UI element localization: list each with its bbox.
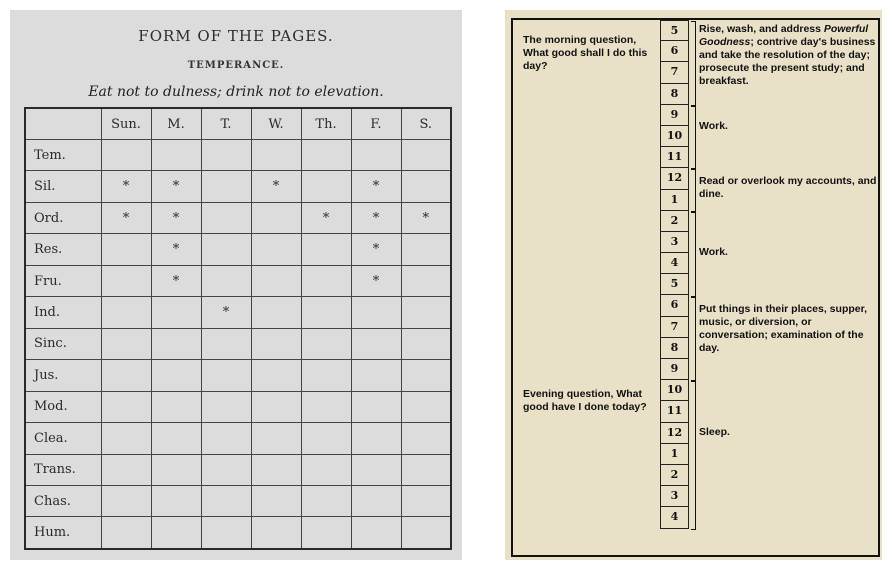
virtue-row: [25, 171, 451, 202]
hour-cell: 2: [660, 211, 689, 232]
fault-mark-cell: [401, 485, 451, 516]
fault-mark-cell: [201, 328, 251, 359]
virtue-label: Sinc.: [25, 328, 101, 359]
activity-brace: [691, 21, 696, 106]
fault-mark-cell: [401, 297, 451, 328]
virtue-label: Tem.: [25, 140, 101, 171]
fault-mark-cell: *: [151, 202, 201, 233]
virtue-row: [25, 360, 451, 391]
fault-mark-cell: [401, 328, 451, 359]
fault-mark-cell: [301, 328, 351, 359]
virtue-label: Fru.: [25, 265, 101, 296]
hour-cell: 9: [660, 105, 689, 126]
activity-brace: [691, 212, 696, 297]
morning-question: The morning question, What good shall I do this day?: [523, 34, 648, 72]
fault-mark-cell: [151, 360, 201, 391]
fault-mark-cell: [251, 297, 301, 328]
fault-mark-cell: [201, 234, 251, 265]
fault-mark-cell: *: [101, 202, 151, 233]
fault-mark-cell: [151, 391, 201, 422]
fault-mark-cell: [201, 454, 251, 485]
fault-mark-cell: [251, 391, 301, 422]
fault-mark-cell: [401, 423, 451, 454]
hour-cell: 8: [660, 338, 689, 359]
virtue-row: [25, 485, 451, 516]
virtue-row: [25, 423, 451, 454]
fault-mark-cell: [101, 517, 151, 549]
fault-mark-cell: *: [151, 234, 201, 265]
temperance-motto: Eat not to dulness; drink not to elevation.: [88, 84, 384, 100]
hour-cell: 1: [660, 190, 689, 211]
fault-mark-cell: [251, 485, 301, 516]
virtue-label: Sil.: [25, 171, 101, 202]
fault-mark-cell: [351, 485, 401, 516]
fault-mark-cell: [301, 234, 351, 265]
fault-mark-cell: [301, 265, 351, 296]
activity-brace: [691, 106, 696, 170]
activity-text: Work.: [699, 245, 728, 258]
hour-cell: 6: [660, 295, 689, 316]
virtue-row: [25, 454, 451, 485]
virtue-label: Trans.: [25, 454, 101, 485]
virtue-row: [25, 517, 451, 549]
activity-text: Sleep.: [699, 425, 730, 438]
fault-mark-cell: [251, 140, 301, 171]
fault-mark-cell: [351, 297, 401, 328]
virtue-label: Hum.: [25, 517, 101, 549]
fault-mark-cell: [151, 140, 201, 171]
hour-cell: 5: [660, 274, 689, 295]
fault-mark-cell: [401, 454, 451, 485]
schedule-frame: [511, 18, 880, 557]
fault-mark-cell: [251, 517, 301, 549]
hour-cell: 4: [660, 507, 689, 528]
fault-mark-cell: [401, 517, 451, 549]
fault-mark-cell: [101, 265, 151, 296]
virtue-row: [25, 234, 451, 265]
hour-cell: 8: [660, 84, 689, 105]
day-header: M.: [151, 108, 201, 140]
fault-mark-cell: [151, 517, 201, 549]
fault-mark-cell: [201, 391, 251, 422]
virtue-row: [25, 391, 451, 422]
fault-mark-cell: [201, 140, 251, 171]
hour-cell: 1: [660, 444, 689, 465]
hour-cell: 10: [660, 380, 689, 401]
virtue-row: [25, 265, 451, 296]
virtue-label: Ind.: [25, 297, 101, 328]
fault-mark-cell: [351, 454, 401, 485]
fault-mark-cell: [201, 171, 251, 202]
fault-mark-cell: [301, 485, 351, 516]
fault-mark-cell: [101, 454, 151, 485]
virtue-label: Jus.: [25, 360, 101, 391]
virtue-label: Mod.: [25, 391, 101, 422]
hour-cell: 12: [660, 423, 689, 444]
fault-mark-cell: *: [251, 171, 301, 202]
day-header: S.: [401, 108, 451, 140]
hour-cell: 6: [660, 41, 689, 62]
activity-brace: [691, 381, 696, 529]
fault-mark-cell: [401, 265, 451, 296]
fault-mark-cell: [151, 454, 201, 485]
fault-mark-cell: [401, 171, 451, 202]
fault-mark-cell: [101, 391, 151, 422]
hour-cell: 10: [660, 126, 689, 147]
hour-cell: 11: [660, 401, 689, 422]
fault-mark-cell: [251, 265, 301, 296]
virtues-chart-page: [10, 10, 462, 560]
fault-mark-cell: *: [151, 171, 201, 202]
fault-mark-cell: [401, 140, 451, 171]
fault-mark-cell: [301, 140, 351, 171]
fault-mark-cell: [251, 234, 301, 265]
fault-mark-cell: [301, 454, 351, 485]
activity-text-part: Rise, wash, and address: [699, 23, 824, 36]
hour-cell: 7: [660, 62, 689, 83]
hour-cell: 9: [660, 359, 689, 380]
virtue-row: [25, 140, 451, 171]
fault-mark-cell: [201, 517, 251, 549]
virtue-row: [25, 328, 451, 359]
activity-text: Read or overlook my accounts, and dine.: [699, 174, 877, 200]
fault-mark-cell: [101, 297, 151, 328]
fault-mark-cell: [151, 485, 201, 516]
fault-mark-cell: *: [351, 234, 401, 265]
hour-cell: 3: [660, 232, 689, 253]
virtue-label: Clea.: [25, 423, 101, 454]
hour-cell: 12: [660, 168, 689, 189]
fault-mark-cell: [301, 360, 351, 391]
fault-mark-cell: [351, 140, 401, 171]
fault-mark-cell: [251, 423, 301, 454]
hour-cell: 3: [660, 486, 689, 507]
day-header-row: [25, 108, 451, 140]
virtue-row: [25, 297, 451, 328]
day-header: T.: [201, 108, 251, 140]
fault-mark-cell: [301, 517, 351, 549]
hour-cell: 2: [660, 465, 689, 486]
fault-mark-cell: [351, 517, 401, 549]
fault-mark-cell: [301, 423, 351, 454]
fault-mark-cell: [201, 265, 251, 296]
corner-cell: [25, 108, 101, 140]
fault-mark-cell: *: [351, 171, 401, 202]
daily-schedule-page: [505, 10, 882, 560]
virtue-label: Chas.: [25, 485, 101, 516]
hour-column: [660, 20, 689, 529]
fault-mark-cell: [201, 423, 251, 454]
day-header: F.: [351, 108, 401, 140]
day-header: W.: [251, 108, 301, 140]
activity-text: Put things in their places, supper, music, or diversion, or conversation; examination of the day.: [699, 302, 868, 354]
virtue-row: [25, 202, 451, 233]
page-title: FORM OF THE PAGES.: [138, 27, 334, 45]
fault-mark-cell: [201, 485, 251, 516]
day-header: Th.: [301, 108, 351, 140]
fault-mark-cell: [351, 328, 401, 359]
fault-mark-cell: [151, 297, 201, 328]
fault-mark-cell: [351, 360, 401, 391]
hour-cell: 5: [660, 20, 689, 41]
fault-mark-cell: *: [101, 171, 151, 202]
fault-mark-cell: [101, 485, 151, 516]
evening-question: Evening question, What good have I done today?: [523, 388, 647, 413]
fault-mark-cell: [351, 391, 401, 422]
fault-mark-cell: [151, 423, 201, 454]
hour-cell: 11: [660, 147, 689, 168]
activity-brace: [691, 169, 696, 211]
activity-text: Work.: [699, 120, 728, 133]
fault-mark-cell: *: [351, 265, 401, 296]
fault-mark-cell: [401, 391, 451, 422]
fault-mark-cell: *: [401, 202, 451, 233]
virtue-label: Ord.: [25, 202, 101, 233]
fault-mark-cell: [101, 423, 151, 454]
fault-mark-cell: [301, 171, 351, 202]
fault-mark-cell: *: [351, 202, 401, 233]
fault-mark-cell: [101, 360, 151, 391]
fault-mark-cell: [301, 297, 351, 328]
fault-mark-cell: [201, 202, 251, 233]
virtues-table: [24, 107, 452, 550]
fault-mark-cell: *: [151, 265, 201, 296]
activity-text: [699, 23, 881, 88]
fault-mark-cell: *: [201, 297, 251, 328]
page-subtitle: TEMPERANCE.: [187, 60, 285, 71]
fault-mark-cell: [401, 234, 451, 265]
virtue-rows: [25, 140, 451, 550]
fault-mark-cell: [251, 454, 301, 485]
activity-brace: [691, 297, 696, 382]
activity-text-italic: Powerful Goodness: [699, 23, 869, 49]
fault-mark-cell: [251, 328, 301, 359]
fault-mark-cell: *: [301, 202, 351, 233]
day-header: Sun.: [101, 108, 151, 140]
fault-mark-cell: [151, 328, 201, 359]
fault-mark-cell: [251, 202, 301, 233]
fault-mark-cell: [101, 140, 151, 171]
fault-mark-cell: [301, 391, 351, 422]
fault-mark-cell: [101, 328, 151, 359]
fault-mark-cell: [251, 360, 301, 391]
fault-mark-cell: [401, 360, 451, 391]
fault-mark-cell: [351, 423, 401, 454]
virtue-label: Res.: [25, 234, 101, 265]
fault-mark-cell: [101, 234, 151, 265]
hour-cell: 7: [660, 317, 689, 338]
activity-text-part: ; contrive day's business and take the resolution of the day; prosecute the present study; and breakfast.: [699, 36, 876, 88]
hour-cell: 4: [660, 253, 689, 274]
fault-mark-cell: [201, 360, 251, 391]
